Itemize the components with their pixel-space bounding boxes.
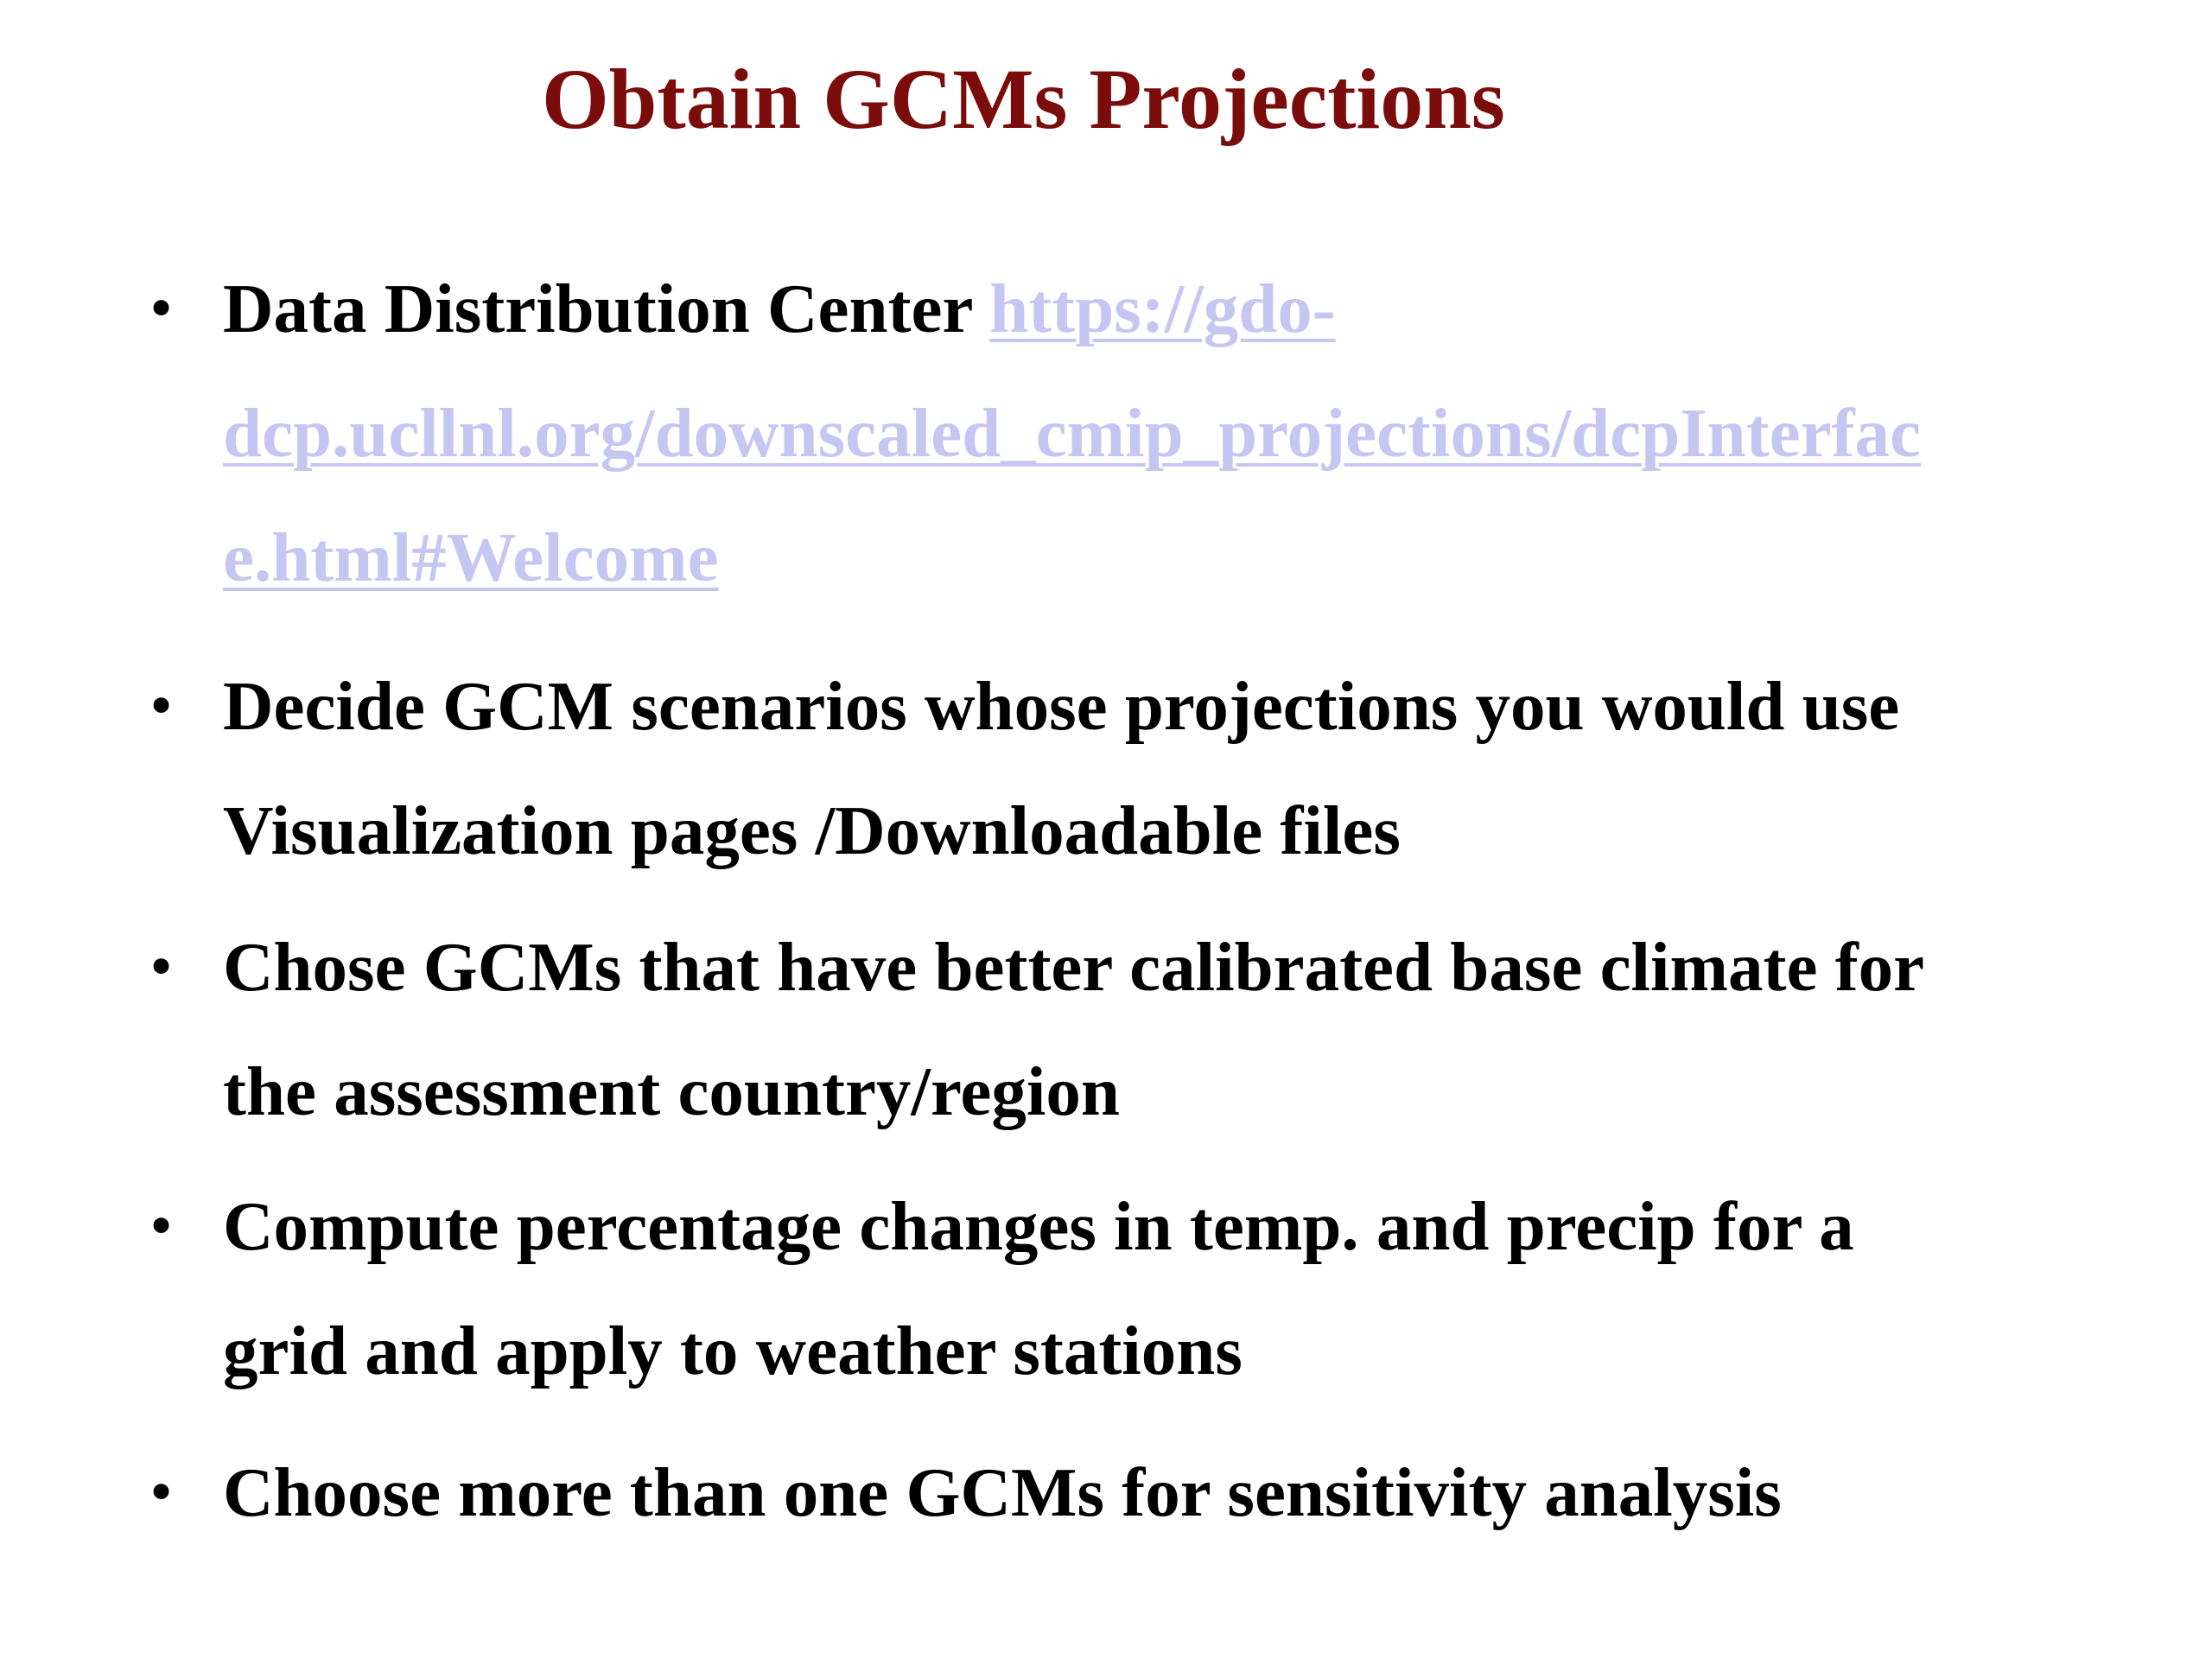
bullet-decide-gcm-scenarios [151, 644, 2081, 893]
gdo-dcp-link-part-3[interactable]: e.html#Welcome [223, 518, 719, 596]
bullet-line [223, 246, 2081, 371]
bullet-data-distribution-center [151, 246, 2081, 620]
bullet-line: Choose more than one GCMs for sensitivity analysis [223, 1453, 1782, 1531]
bullet-icon: • [151, 276, 172, 340]
bullet-compute-percentage-changes [151, 1164, 2081, 1413]
bullet-line: Visualization pages /Downloadable files [223, 791, 1401, 869]
bullet-icon: • [151, 1194, 172, 1257]
bullet-line [223, 371, 2081, 495]
bullet-line [223, 495, 2081, 620]
bullet-line: grid and apply to weather stations [223, 1312, 1243, 1389]
bullet-line: Decide GCM scenarios whose projections you would use [223, 667, 1900, 745]
gdo-dcp-link-part-1[interactable]: https://gdo- [989, 270, 1336, 347]
gdo-dcp-link-part-2[interactable]: dcp.ucllnl.org/downscaled_cmip_projections/dcpInterfac [223, 394, 1922, 472]
data-distribution-label: Data Distribution Center [223, 270, 972, 347]
bullet-line: Chose GCMs that have better calibrated base climate for [223, 928, 1925, 1006]
bullet-choose-more-gcms [151, 1430, 2081, 1554]
bullet-line: the assessment country/region [223, 1052, 1120, 1130]
bullet-line: Compute percentage changes in temp. and precip for a [223, 1187, 1854, 1265]
slide-title: Obtain GCMs Projections [542, 51, 1505, 147]
bullet-icon: • [151, 674, 172, 737]
bullet-icon: • [151, 1460, 172, 1523]
bullet-icon: • [151, 935, 172, 998]
bullet-chose-gcms [151, 905, 2081, 1154]
